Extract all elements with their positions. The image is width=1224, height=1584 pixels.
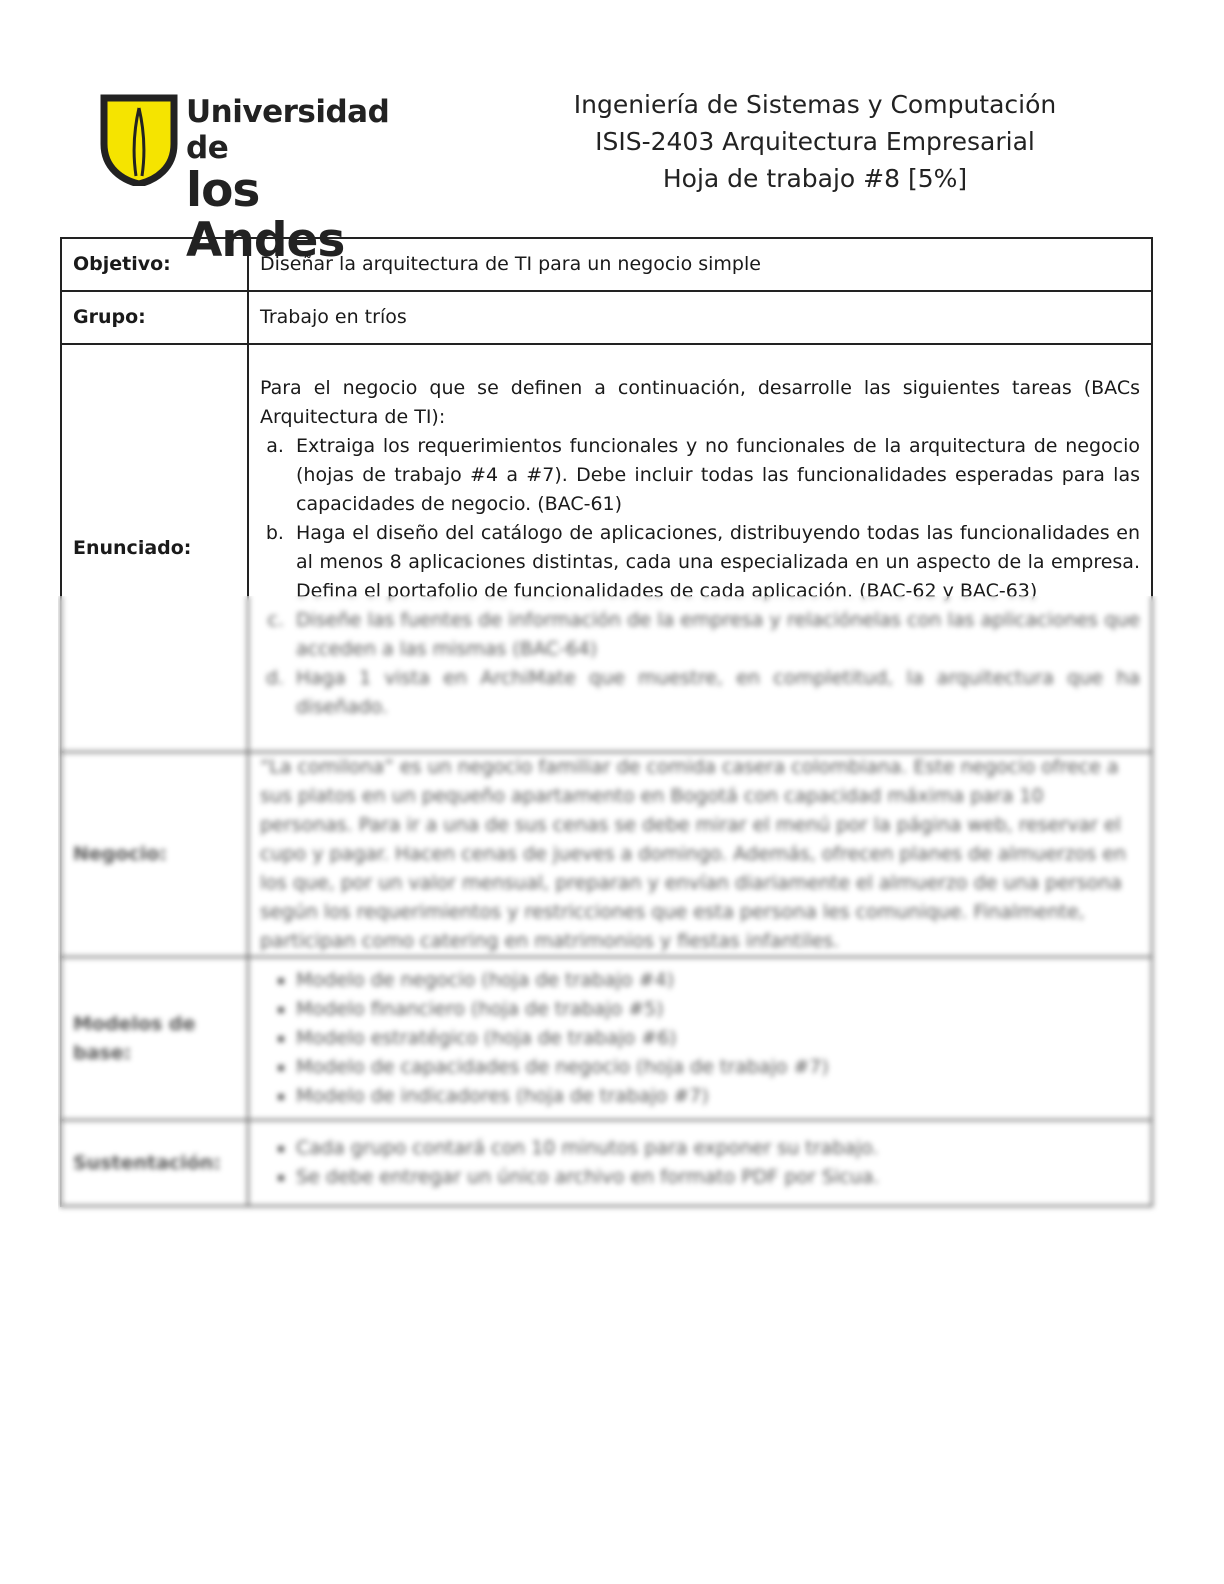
shield-icon — [100, 94, 180, 186]
model-item: ▪ Modelo de capacidades de negocio (hoja de trabajo #7) — [296, 1053, 1140, 1082]
university-logo — [100, 94, 395, 268]
model-item: ▪ Modelo de negocio (hoja de trabajo #4) — [296, 966, 1140, 995]
model-item: ▪ Modelo de indicadores (hoja de trabajo #7) — [296, 1082, 1140, 1111]
sustentacion-item: ▪ Se debe entregar un único archivo en formato PDF por Sicua. — [296, 1163, 1140, 1192]
row-objetivo — [61, 238, 1152, 291]
value-objetivo: Diseñar la arquitectura de TI para un negocio simple — [248, 238, 1152, 291]
label-objetivo: Objetivo: — [61, 238, 248, 291]
sustentacion-item: ▪ Cada grupo contará con 10 minutos para exponer su trabajo. — [296, 1134, 1140, 1163]
model-item: ▪ Modelo financiero (hoja de trabajo #5) — [296, 995, 1140, 1024]
enunciado-intro: Para el negocio que se definen a continuación, desarrolle las siguientes tareas (BACs Arquitectura de TI): — [260, 377, 1140, 428]
task-item: a. Extraiga los requerimientos funcionales y no funcionales de la arquitectura de negocio (hojas de trabajo #4 a #7). Debe incluir todas las funcionalidades esperadas para las capacidades de negocio. (BAC-61) — [296, 432, 1140, 519]
task-item: c. Diseñe las fuentes de información de la empresa y relaciónelas con las aplicaciones que acceden a las mismas (BAC-64) — [296, 606, 1140, 664]
label-negocio: Negocio: — [61, 752, 248, 957]
task-item: d. Haga 1 vista en ArchiMate que muestre, en completitud, la arquitectura que ha diseñado. — [296, 664, 1140, 722]
label-enunciado: Enunciado: — [61, 344, 248, 752]
logo-line1: Universidad de — [186, 94, 390, 166]
row-grupo — [61, 291, 1152, 344]
task-item: b. Haga el diseño del catálogo de aplicaciones, distribuyendo todas las funcionalidades en al menos 8 aplicaciones distintas, cada una especializada en un aspecto de la empresa. Defina el portafolio de funcionalidades de cada aplicación. (BAC-62 y BAC-63) — [296, 519, 1140, 606]
value-grupo: Trabajo en tríos — [248, 291, 1152, 344]
label-modelos: Modelos de base: — [61, 957, 248, 1120]
blurred-region — [58, 596, 1160, 1220]
model-item: ▪ Modelo estratégico (hoja de trabajo #6) — [296, 1024, 1140, 1053]
label-sustentacion: Sustentación: — [61, 1120, 248, 1206]
document-header — [540, 86, 1090, 197]
value-negocio: “La comilona” es un negocio familiar de comida casera colombiana. Este negocio ofrece a sus platos en un pequeño apartamento en Bogotá con capacidad máxima para 10 personas. Para ir a una de sus cenas se debe mirar el menú por la página web, reservar el cupo y pagar. Hacen cenas de jueves a domingo. Además, ofrecen planes de almuerzos en los que, por un valor mensual, preparan y envían diariamente el almuerzo de una persona según los requerimientos y restricciones que esta persona les comunique. Finalmente, participan como catering en matrimonios y fiestas infantiles. — [248, 752, 1152, 957]
course-title: ISIS-2403 Arquitectura Empresarial — [595, 127, 1035, 156]
department-title: Ingeniería de Sistemas y Computación — [573, 90, 1057, 119]
logo-line2: los Andes — [186, 163, 345, 268]
worksheet-title: Hoja de trabajo #8 [5%] — [662, 164, 968, 193]
label-grupo: Grupo: — [61, 291, 248, 344]
